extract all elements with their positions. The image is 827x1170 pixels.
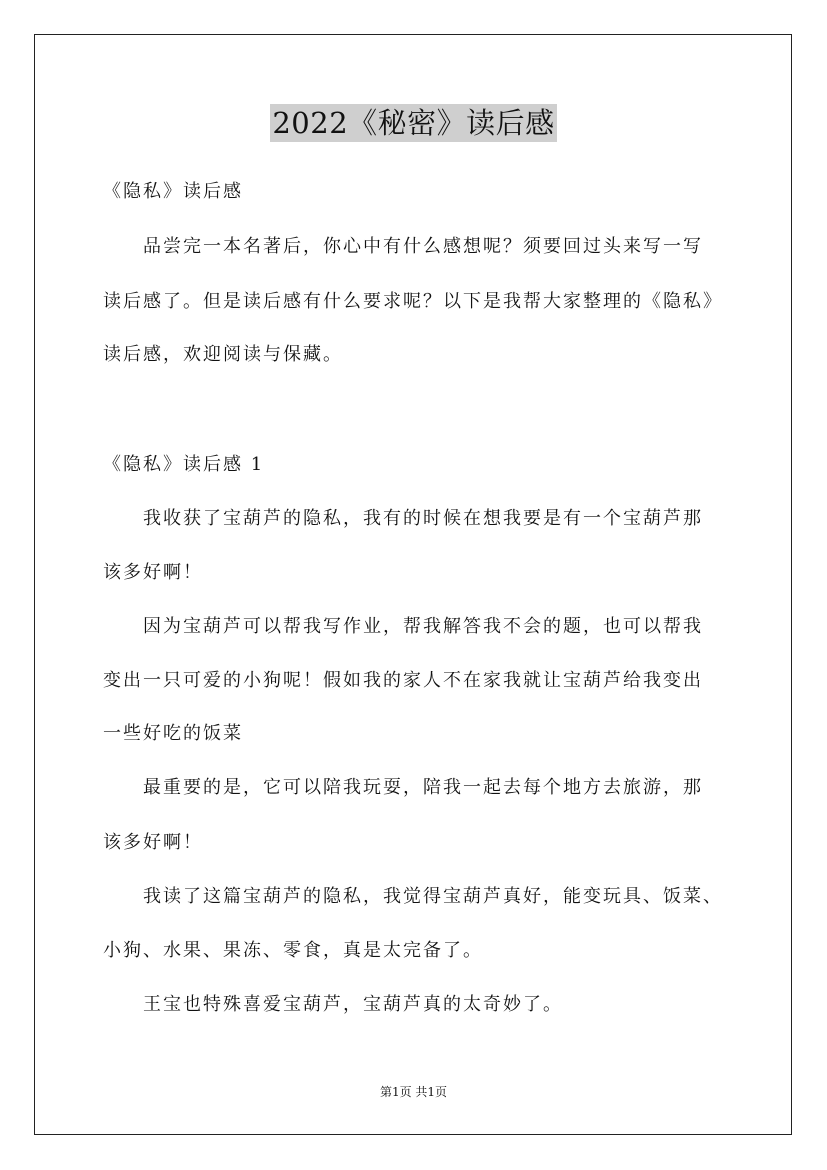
paragraph-line: 因为宝葫芦可以帮我写作业，帮我解答我不会的题，也可以帮我 bbox=[143, 616, 703, 637]
paragraph-line: 读后感了。但是读后感有什么要求呢？以下是我帮大家整理的《隐私》 bbox=[103, 291, 723, 312]
paragraph-line: 我读了这篇宝葫芦的隐私，我觉得宝葫芦真好，能变玩具、饭菜、 bbox=[143, 886, 723, 907]
document-title: 2022《秘密》读后感 bbox=[272, 106, 555, 140]
paragraph-line: 王宝也特殊喜爱宝葫芦，宝葫芦真的太奇妙了。 bbox=[143, 994, 563, 1015]
section-heading: 《隐私》读后感 bbox=[103, 181, 243, 202]
paragraph-line: 小狗、水果、果冻、零食，真是太完备了。 bbox=[103, 940, 483, 961]
title-container bbox=[0, 104, 827, 142]
paragraph-line: 该多好啊！ bbox=[103, 562, 203, 583]
paragraph-line: 最重要的是，它可以陪我玩耍，陪我一起去每个地方去旅游，那 bbox=[143, 777, 703, 798]
paragraph-line: 变出一只可爱的小狗呢！假如我的家人不在家我就让宝葫芦给我变出 bbox=[103, 670, 703, 691]
section-heading: 《隐私》读后感 1 bbox=[103, 454, 265, 475]
page-number-footer: 第1页 共1页 bbox=[379, 1085, 448, 1099]
paragraph-line: 该多好啊！ bbox=[103, 832, 203, 853]
paragraph-line: 我收获了宝葫芦的隐私，我有的时候在想我要是有一个宝葫芦那 bbox=[143, 508, 703, 529]
paragraph-line: 一些好吃的饭菜 bbox=[103, 723, 243, 744]
paragraph-line: 读后感，欢迎阅读与保藏。 bbox=[103, 344, 343, 365]
paragraph-line: 品尝完一本名著后，你心中有什么感想呢？须要回过头来写一写 bbox=[143, 236, 703, 257]
